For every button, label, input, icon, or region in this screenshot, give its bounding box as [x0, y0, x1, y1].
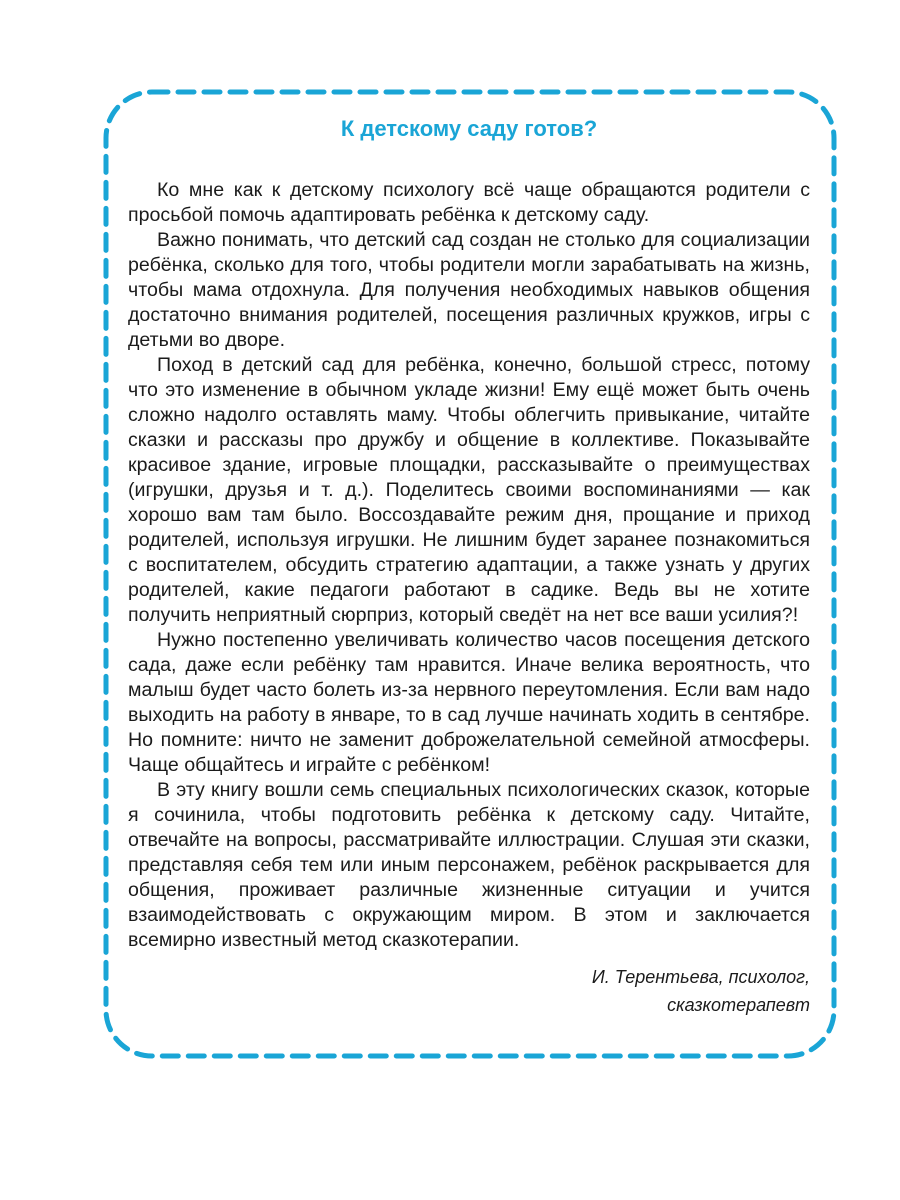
paragraph-1: Ко мне как к детскому психологу всё чаще обращаются родители с просьбой помочь адаптировать ребёнка к детскому саду. — [128, 179, 810, 226]
paragraph-4: Нужно постепенно увеличивать количество часов посещения детского сада, даже если ребёнку там нравится. Иначе велика вероятность, что малыш будет часто болеть из-за нервного переутомления. Если вам надо выходить на работу в январе, то в сад лучше начинать ходить в сентябре. Но помните: ничто не заменит доброжелательной семейной атмосферы. Чаще общайтесь и играйте с ребёнком! — [128, 629, 810, 776]
author-signature — [128, 963, 810, 1019]
article-title: К детскому саду готов? — [340, 116, 598, 141]
article — [128, 114, 810, 1019]
signature-line-2: сказкотерапевт — [667, 995, 810, 1015]
paragraph-5: В эту книгу вошли семь специальных психологических сказок, которые я сочинила, чтобы подготовить ребёнка к детскому саду. Читайте, отвечайте на вопросы, рассматривайте иллюстрации. Слушая эти сказки, представляя себя тем или иным персонажем, ребёнок раскрывается для общения, проживает различные жизненные ситуации и учится взаимодействовать с окружающим миром. В этом и заключается всемирно известный метод сказкотерапии. — [128, 779, 810, 951]
signature-line-1: И. Терентьева, психолог, — [591, 967, 810, 987]
paragraph-2: Важно понимать, что детский сад создан не столько для социализации ребёнка, сколько для того, чтобы родители могли зарабатывать на жизнь, чтобы мама отдохнула. Для получения необходимых навыков общения достаточно внимания родителей, посещения различных кружков, игры с детьми во дворе. — [128, 229, 810, 351]
paragraph-3: Поход в детский сад для ребёнка, конечно, большой стресс, потому что это изменение в обычном укладе жизни! Ему ещё может быть очень сложно надолго оставлять маму. Чтобы облегчить привыкание, читайте сказки и рассказы про дружбу и общение в коллективе. Показывайте красивое здание, игровые площадки, рассказывайте о преимуществах (игрушки, друзья и т. д.). Поделитесь своими воспоминаниями — как хорошо вам там было. Воссоздавайте режим дня, прощание и приход родителей, используя игрушки. Не лишним будет заранее познакомиться с воспитателем, обсудить стратегию адаптации, а также узнать у других родителей, какие педагоги работают в садике. Ведь вы не хотите получить неприятный сюрприз, который сведёт на нет все ваши усилия?! — [128, 354, 810, 626]
